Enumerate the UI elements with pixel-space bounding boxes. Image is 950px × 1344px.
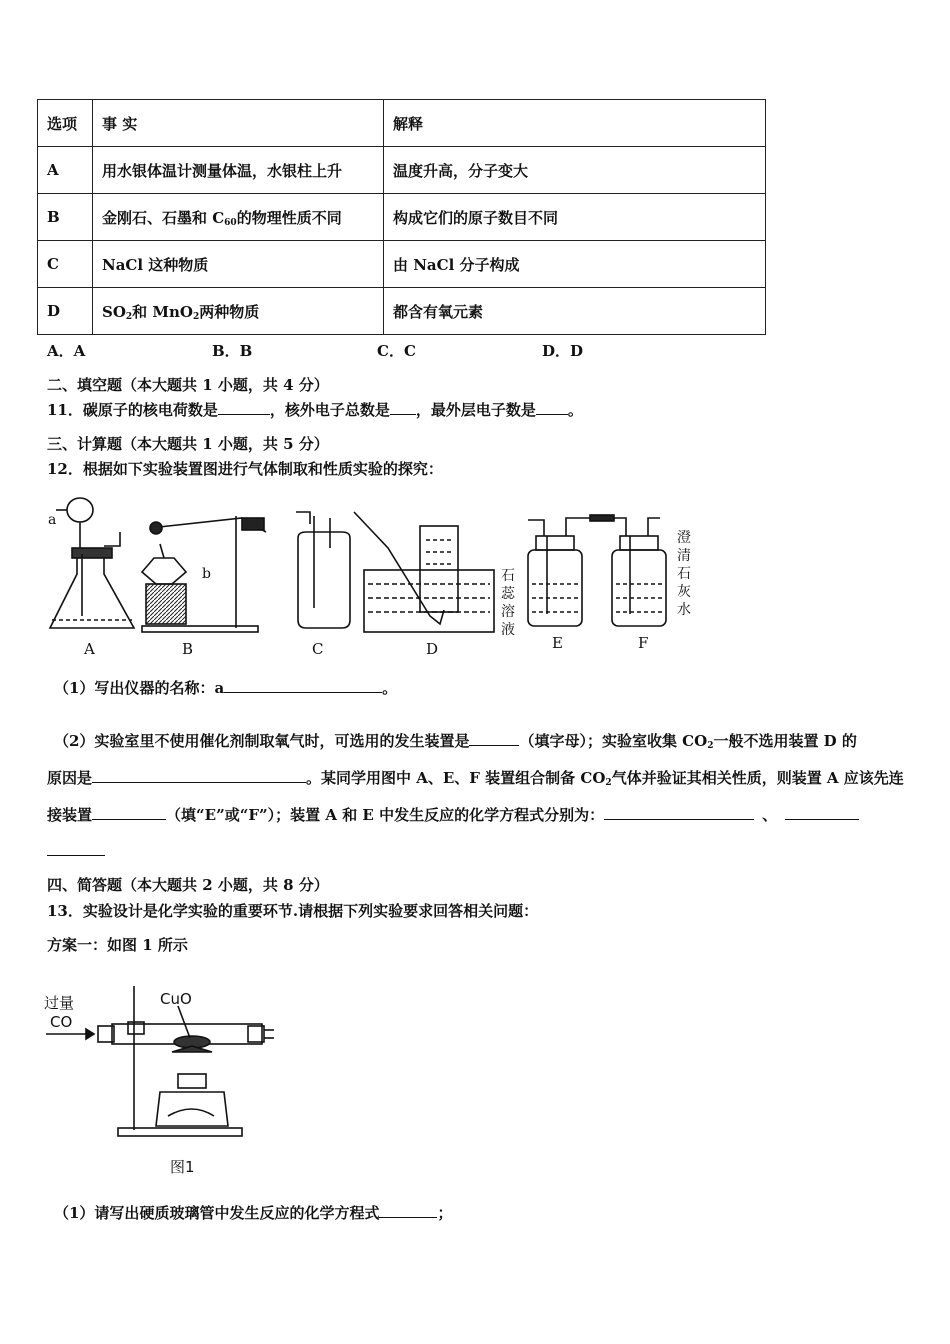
q13-sub1-text: ； [437, 1204, 453, 1222]
header-fact: 事 实 [93, 100, 384, 147]
subscript: 2 [192, 311, 200, 322]
label-apparatus-b: B [182, 640, 194, 658]
figure-1-caption: 图1 [170, 1158, 195, 1176]
answer-blank[interactable] [536, 400, 568, 415]
fact-text: 金刚石、石墨和 C [102, 208, 225, 227]
q12-sub1-text: （1）写出仪器的名称：a [54, 679, 225, 697]
section-3-heading: 三、计算题（本大题共 1 小题，共 5 分） [47, 435, 329, 453]
fact-text: SO [102, 302, 126, 321]
q12-sub2-line1 [54, 731, 857, 756]
q13-sub1 [54, 1203, 452, 1223]
q11-text: 11．碳原子的核电荷数是 [47, 401, 218, 419]
q12-sub2-text: （2）实验室里不使用催化剂制取氧气时，可选用的发生装置是 [54, 732, 470, 750]
label-b: b [202, 566, 211, 582]
row-explanation: 都含有氧元素 [384, 288, 766, 335]
table-header-row [38, 100, 766, 147]
options-table [37, 99, 766, 335]
q12-sub2-text: 一般不选用装置 D 的 [713, 732, 857, 750]
section-2-heading: 二、填空题（本大题共 1 小题，共 4 分） [47, 376, 329, 394]
limewater-label [677, 530, 691, 618]
header-option: 选项 [38, 100, 93, 147]
apparatus-f-bottle [590, 515, 666, 626]
apparatus-c-bottle [296, 512, 350, 628]
row-fact: 用水银体温计测量体温，水银柱上升 [93, 147, 384, 194]
label-apparatus-c: C [312, 640, 324, 658]
choice-d: D．D [542, 342, 584, 360]
fact-text: 和 MnO [132, 302, 193, 321]
q13-sub1-text: （1）请写出硬质玻璃管中发生反应的化学方程式 [54, 1204, 380, 1222]
limewater-char: 水 [677, 602, 691, 618]
question-11 [47, 400, 583, 420]
fact-text: 两种物质 [199, 302, 260, 321]
apparatus-e-bottle [528, 518, 608, 626]
question-13: 13．实验设计是化学实验的重要环节.请根据下列实验要求回答相关问题： [47, 902, 539, 920]
q12-sub2-text: 气体并验证其相关性质，则装置 A 应该先连 [611, 769, 904, 787]
row-option: D [38, 288, 93, 335]
answer-blank[interactable] [469, 731, 519, 746]
answer-blank[interactable] [92, 805, 166, 820]
q11-text: ，最外层电子数是 [415, 401, 536, 419]
label-excess: 过量 [44, 994, 75, 1012]
litmus-label [501, 568, 516, 638]
answer-blank[interactable] [92, 768, 306, 783]
q12-sub2-line2 [47, 768, 904, 793]
subscript: 2 [125, 311, 133, 322]
apparatus-figure [42, 488, 702, 660]
row-fact [93, 288, 384, 335]
question-12: 12．根据如下实验装置图进行气体制取和性质实验的探究： [47, 460, 443, 478]
choice-c: C．C [377, 342, 416, 360]
litmus-char: 石 [501, 568, 515, 584]
row-option: B [38, 194, 93, 241]
litmus-char: 蕊 [501, 586, 515, 602]
q12-sub2-line3 [47, 805, 859, 825]
table-row [38, 194, 766, 241]
q11-text: 。 [567, 401, 583, 419]
plan-one: 方案一：如图 1 所示 [47, 936, 188, 954]
litmus-char: 液 [501, 622, 515, 638]
answer-blank[interactable] [224, 678, 382, 693]
answer-blank-continued[interactable] [47, 855, 105, 856]
label-cuo: CuO [160, 990, 192, 1008]
row-option: A [38, 147, 93, 194]
header-explanation: 解释 [384, 100, 766, 147]
row-option: C [38, 241, 93, 288]
row-explanation: 构成它们的原子数目不同 [384, 194, 766, 241]
limewater-char: 石 [677, 566, 691, 582]
choice-b: B．B [212, 342, 253, 360]
label-apparatus-e: E [552, 634, 563, 652]
answer-blank[interactable] [379, 1203, 437, 1218]
row-fact [93, 194, 384, 241]
limewater-char: 澄 [677, 530, 691, 546]
apparatus-d-trough [354, 512, 494, 632]
row-fact: NaCl 这种物质 [93, 241, 384, 288]
q11-text: ，核外电子总数是 [269, 401, 390, 419]
q12-sub2-text: （填“E”或“F”）；装置 A 和 E 中发生反应的化学方程式分别为： [166, 806, 605, 824]
table-row [38, 147, 766, 194]
table-row [38, 288, 766, 335]
subscript: 2 [605, 778, 612, 788]
answer-blank[interactable] [785, 805, 859, 820]
label-apparatus-a: A [84, 640, 95, 658]
iron-stand [118, 986, 242, 1136]
answer-blank[interactable] [604, 805, 754, 820]
q12-sub1-text: 。 [382, 679, 398, 697]
label-co: CO [50, 1013, 73, 1031]
spirit-lamp [156, 1046, 228, 1126]
label-apparatus-d: D [426, 640, 439, 658]
limewater-char: 灰 [677, 584, 691, 600]
answer-blank[interactable] [218, 400, 270, 415]
label-apparatus-f: F [638, 634, 649, 652]
q12-sub2-text: （填字母）；实验室收集 CO [519, 732, 708, 750]
subscript: 2 [707, 741, 714, 751]
apparatus-a-flask [50, 498, 134, 628]
choice-a: A．A [47, 342, 86, 360]
table-row [38, 241, 766, 288]
litmus-char: 溶 [501, 604, 515, 620]
subscript: 60 [224, 217, 237, 228]
q12-sub2-text: 接装置 [47, 806, 93, 824]
q12-sub2-text: 原因是 [47, 769, 93, 787]
q12-sub2-text: 。某同学用图中 A、E、F 装置组合制备 CO [306, 769, 606, 787]
glass-tube [98, 1006, 274, 1048]
figure-1-co-reduction [42, 982, 282, 1180]
fact-text: 的物理性质不同 [236, 208, 342, 227]
row-explanation: 由 NaCl 分子构成 [384, 241, 766, 288]
answer-blank[interactable] [390, 400, 416, 415]
section-4-heading: 四、简答题（本大题共 2 小题，共 8 分） [47, 876, 329, 894]
row-explanation: 温度升高，分子变大 [384, 147, 766, 194]
q12-sub1 [54, 678, 397, 698]
limewater-char: 清 [677, 548, 691, 564]
q12-sub2-text: 、 [762, 806, 778, 824]
label-a: a [48, 512, 57, 528]
